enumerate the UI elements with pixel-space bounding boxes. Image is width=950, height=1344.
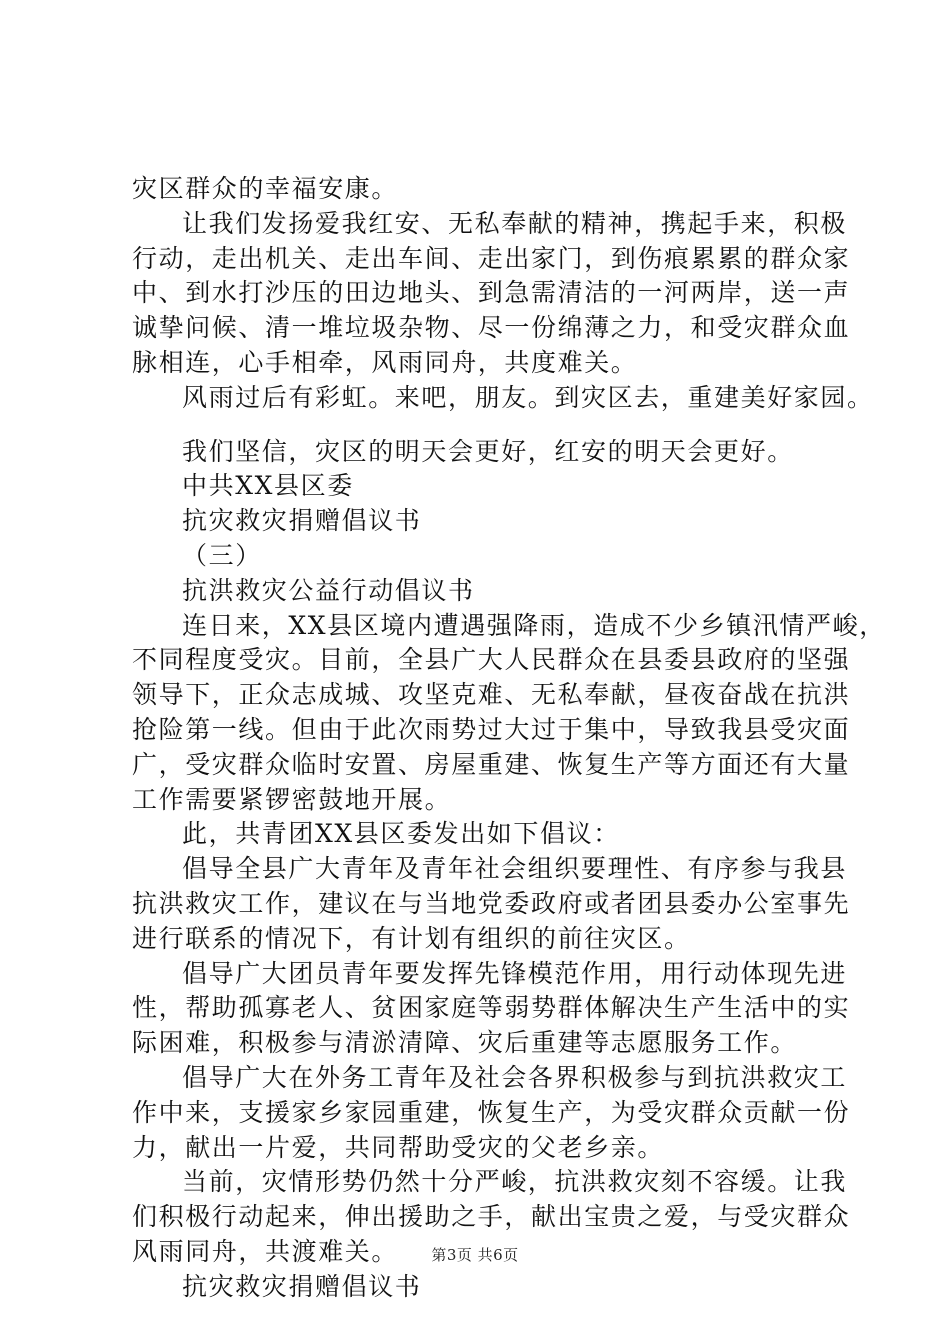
text-line: 风雨同舟，共渡难关。	[132, 1236, 399, 1266]
paragraph-start-line: 让我们发扬爱我红安、无私奉献的精神，携起手来，积极	[182, 208, 848, 238]
text-line: 们积极行动起来，伸出援助之手，献出宝贵之爱，与受灾群众	[132, 1202, 851, 1232]
text-line: 广，受灾群众临时安置、房屋重建、恢复生产等方面还有大量	[132, 749, 851, 779]
paragraph-start-line: 倡导广大在外务工青年及社会各界积极参与到抗洪救灾工	[182, 1062, 848, 1092]
page-number-footer: 第3页 共6页	[431, 1246, 519, 1264]
text-line: 脉相连，心手相牵，风雨同舟，共度难关。	[132, 347, 638, 377]
paragraph-start-line: 当前，灾情形势仍然十分严峻，抗洪救灾刻不容缓。让我	[182, 1167, 848, 1197]
text-line: 际困难，积极参与清淤清障、灾后重建等志愿服务工作。	[132, 1028, 798, 1058]
section-title: 抗灾救灾捐赠倡议书	[182, 1271, 422, 1301]
text-line: 抗洪救灾工作，建议在与当地党委政府或者团县委办公室事先	[132, 888, 851, 918]
text-line: 中、到水打沙压的田边地头、到急需清洁的一河两岸，送一声	[132, 278, 851, 308]
text-line: 工作需要紧锣密鼓地开展。	[132, 784, 452, 814]
text-line: 行动，走出机关、走出车间、走出家门，到伤痕累累的群众家	[132, 243, 851, 273]
section-number: （三）	[182, 540, 262, 570]
paragraph-gap	[132, 416, 852, 435]
section-title: 抗灾救灾捐赠倡议书	[182, 506, 422, 536]
paragraph-start-line: 倡导广大团员青年要发挥先锋模范作用，用行动体现先进	[182, 958, 848, 988]
text-line: 领导下，正众志成城、攻坚克难、无私奉献，昼夜奋战在抗洪	[132, 680, 851, 710]
document-body	[132, 172, 886, 1305]
signature-line: 中共XX县区委	[182, 471, 354, 501]
text-line: 性，帮助孤寡老人、贫困家庭等弱势群体解决生产生活中的实	[132, 993, 851, 1023]
text-line: 诚挚问候、清一堆垃圾杂物、尽一份绵薄之力，和受灾群众血	[132, 313, 851, 343]
paragraph-start-line: 连日来，XX县区境内遭遇强降雨，造成不少乡镇汛情严峻，	[182, 610, 886, 640]
text-line: 作中来，支援家乡家园重建，恢复生产，为受灾群众贡献一份	[132, 1097, 851, 1127]
text-line: 抢险第一线。但由于此次雨势过大过于集中，导致我县受灾面	[132, 714, 851, 744]
paragraph-start-line: 此，共青团XX县区委发出如下倡议：	[182, 819, 620, 849]
text-line: 灾区群众的幸福安康。	[132, 174, 399, 203]
text-line: 力，献出一片爱，共同帮助受灾的父老乡亲。	[132, 1132, 665, 1162]
paragraph-start-line: 我们坚信，灾区的明天会更好，红安的明天会更好。	[182, 436, 794, 466]
paragraph-start-line: 倡导全县广大青年及青年社会组织要理性、有序参与我县	[182, 854, 848, 884]
text-line: 进行联系的情况下，有计划有组织的前往灾区。	[132, 923, 691, 953]
paragraph-start-line: 风雨过后有彩虹。来吧，朋友。到灾区去，重建美好家园。	[182, 382, 874, 412]
section-title: 抗洪救灾公益行动倡议书	[182, 575, 475, 605]
text-line: 不同程度受灾。目前，全县广大人民群众在县委县政府的坚强	[132, 645, 851, 675]
